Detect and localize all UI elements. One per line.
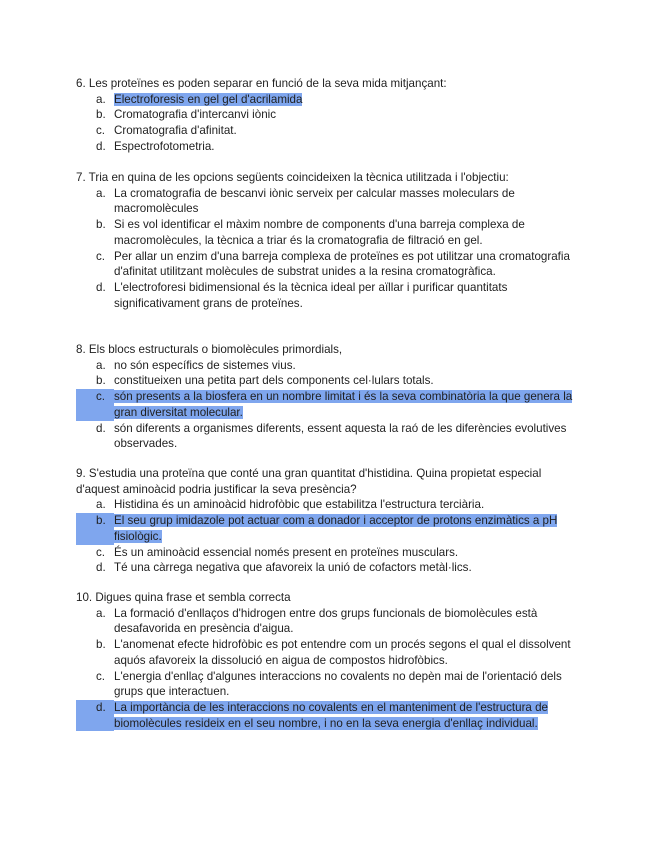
option-letter: a. [96, 358, 106, 372]
option-a [76, 358, 576, 374]
option-letter: a. [96, 606, 106, 620]
option-text: L'electroforesi bidimensional és la tècnica ideal per aïllar i purificar quantitats significativament grans de proteïnes. [114, 280, 508, 310]
question-10 [76, 590, 576, 731]
option-text: L'energia d'enllaç d'algunes interaccions no covalents no depèn mai de l'orientació dels grups que interactuen. [114, 669, 562, 699]
option-d [76, 139, 576, 155]
option-letter: c. [96, 124, 106, 138]
question-text: 7. Tria en quina de les opcions següents coincideixen la tècnica utilitzada i l'objectiu: [76, 171, 509, 184]
question-9 [76, 466, 576, 576]
option-text-highlighted: són presents a la biosfera en un nombre limitat i és la seva combinatòria la que genera la gran diversitat molecular. [114, 390, 573, 419]
question-text: 9. S'estudia una proteïna que conté una gran quantitat d'histidina. Quina propietat especial d'aquest aminoàcid podria justificar la seva presència? [76, 467, 542, 496]
options-list [76, 606, 576, 732]
option-letter: d. [96, 280, 106, 294]
question-text: 10. Digues quina frase et sembla correcta [76, 591, 291, 604]
option-letter: d. [96, 139, 106, 153]
option-b [76, 637, 576, 668]
option-letter: b. [96, 108, 106, 122]
option-c [76, 249, 576, 280]
option-text: És un aminoàcid essencial només present en proteïnes musculars. [114, 545, 459, 559]
option-c [76, 669, 576, 700]
question-6 [76, 76, 576, 155]
option-letter: d. [96, 421, 106, 435]
option-c [76, 545, 576, 561]
option-text: Cromatografia d'afinitat. [114, 124, 237, 138]
option-text: no són específics de sistemes vius. [114, 358, 296, 372]
option-text-highlighted: El seu grup imidazole pot actuar com a donador i acceptor de protons enzimàtics a pH fisiològic. [114, 514, 558, 543]
option-d [76, 280, 576, 311]
option-letter: c. [96, 669, 106, 683]
option-text: L'anomenat efecte hidrofòbic es pot entendre com un procés segons el qual el dissolvent aquós afavoreix la dissolució en aigua de compostos hidrofòbics. [114, 638, 571, 667]
option-text-highlighted: Electroforesis en gel gel d'acrilamida [114, 92, 303, 106]
question-7 [76, 170, 576, 311]
option-text: La cromatografia de bescanvi iònic serveix per calcular masses moleculars de macromolècules [114, 186, 515, 216]
option-letter: c. [96, 249, 106, 263]
question-text: 8. Els blocs estructurals o biomolècules primordials, [76, 343, 343, 356]
option-letter: a. [96, 186, 106, 200]
options-list [76, 358, 576, 452]
option-text: constitueixen una petita part dels components cel·lulars totals. [114, 374, 434, 388]
options-list [76, 92, 576, 155]
option-text: són diferents a organismes diferents, essent aquesta la raó de les diferències evolutives observades. [114, 421, 567, 451]
option-b [76, 373, 576, 389]
option-a [76, 497, 576, 513]
option-letter: a. [96, 498, 106, 512]
option-a [76, 186, 576, 217]
option-letter: d. [96, 561, 106, 575]
option-text: Espectrofotometria. [114, 139, 215, 153]
option-b [76, 107, 576, 123]
option-text: Per allar un enzim d'una barreja complexa de proteïnes es pot utilitzar una cromatografia d'afinitat utilitzant molècules de substrat unides a la resina cromatogràfica. [114, 249, 570, 279]
option-letter: a. [96, 92, 106, 106]
option-letter: b. [96, 638, 106, 652]
option-letter: b. [96, 374, 106, 388]
question-text: 6. Les proteïnes es poden separar en funció de la seva mida mitjançant: [76, 77, 447, 90]
option-a [76, 606, 576, 637]
options-list [76, 497, 576, 576]
option-letter: b. [76, 513, 114, 544]
option-text-highlighted: La importància de les interaccions no covalents en el manteniment de l'estructura de biomolècules resideix en el seu nombre, i no en la seva energia d'enllaç individual. [114, 700, 549, 730]
option-text: Té una càrrega negativa que afavoreix la unió de cofactors metàl·lics. [114, 561, 472, 575]
option-b [76, 513, 576, 544]
option-letter: c. [96, 545, 106, 559]
option-d [76, 421, 576, 452]
option-c [76, 123, 576, 139]
option-d [76, 560, 576, 576]
option-letter: c. [76, 389, 114, 420]
option-a [76, 92, 576, 108]
option-b [76, 217, 576, 248]
option-text: Si es vol identificar el màxim nombre de components d'una barreja complexa de macromolècules, la tècnica a triar és la cromatografia de filtració en gel. [114, 218, 525, 247]
option-text: La formació d'enllaços d'hidrogen entre dos grups funcionals de biomolècules està desafavorida en presència d'aigua. [114, 606, 538, 636]
option-text: Histidina és un aminoàcid hidrofòbic que estabilitza l'estructura terciària. [114, 498, 485, 512]
options-list [76, 186, 576, 312]
option-c [76, 389, 576, 420]
option-text: Cromatografia d'intercanvi iònic [114, 108, 277, 122]
option-letter: d. [76, 700, 114, 731]
option-d [76, 700, 576, 731]
question-8 [76, 342, 576, 452]
option-letter: b. [96, 218, 106, 232]
